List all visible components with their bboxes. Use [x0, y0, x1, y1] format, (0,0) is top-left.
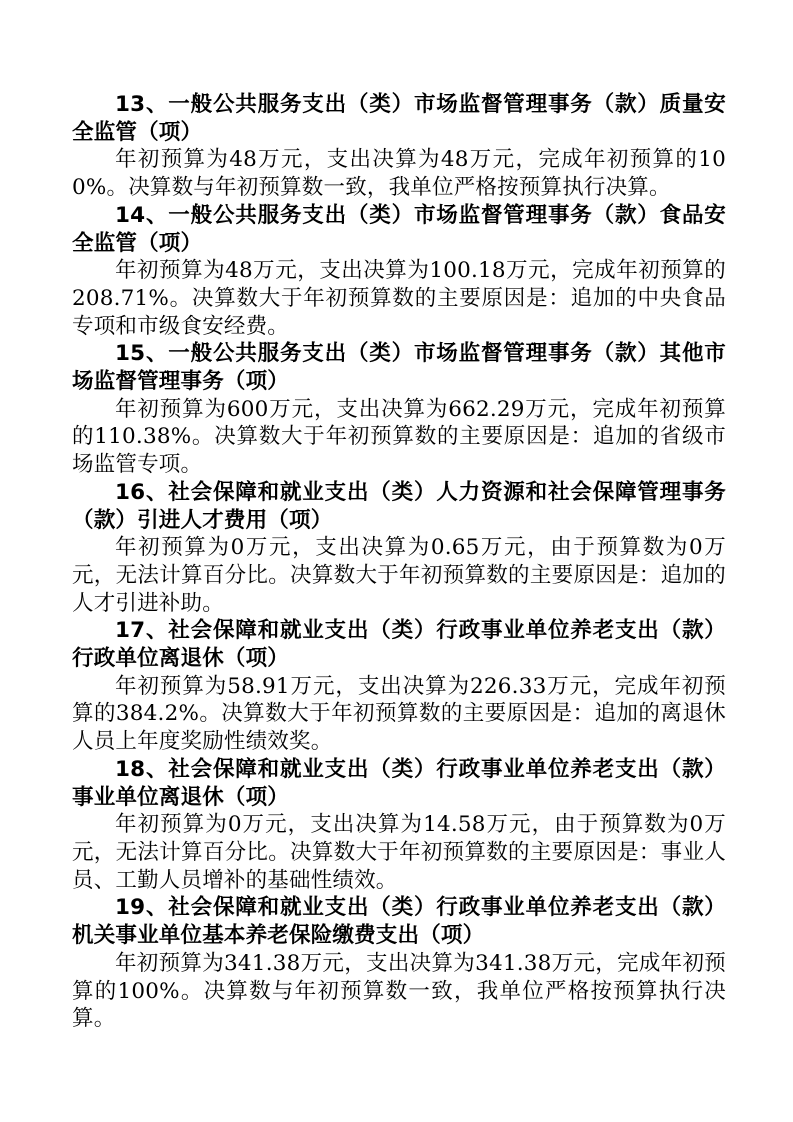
section-heading: 19、社会保障和就业支出（类）行政事业单位养老支出（款）机关事业单位基本养老保险缴费支出（项）: [72, 895, 726, 949]
section-heading: 17、社会保障和就业支出（类）行政事业单位养老支出（款）行政单位离退休（项）: [72, 618, 726, 672]
section-body: 年初预算为0万元，支出决算为0.65万元，由于预算数为0万元，无法计算百分比。决算数大于年初预算数的主要原因是：追加的人才引进补助。: [72, 535, 726, 616]
section-body: 年初预算为48万元，支出决算为100.18万元，完成年初预算的208.71%。决算数大于年初预算数的主要原因是：追加的中央食品专项和市级食安经费。: [72, 258, 726, 339]
budget-item-19: [72, 894, 726, 1033]
section-heading: 14、一般公共服务支出（类）市场监督管理事务（款）食品安全监管（项）: [72, 202, 726, 256]
section-body: 年初预算为48万元，支出决算为48万元，完成年初预算的100%。决算数与年初预算数一致，我单位严格按预算执行决算。: [72, 147, 726, 201]
section-heading: 13、一般公共服务支出（类）市场监督管理事务（款）质量安全监管（项）: [72, 92, 726, 145]
section-heading: 16、社会保障和就业支出（类）人力资源和社会保障管理事务（款）引进人才费用（项）: [72, 479, 726, 533]
budget-item-16: [72, 479, 726, 618]
budget-item-15: [72, 340, 726, 479]
budget-item-18: [72, 756, 726, 895]
section-body: 年初预算为600万元，支出决算为662.29万元，完成年初预算的110.38%。决算数大于年初预算数的主要原因是：追加的省级市场监管专项。: [72, 396, 726, 478]
section-heading: 15、一般公共服务支出（类）市场监督管理事务（款）其他市场监督管理事务（项）: [72, 341, 726, 395]
budget-item-13: [72, 91, 726, 202]
section-heading: 18、社会保障和就业支出（类）行政事业单位养老支出（款）事业单位离退休（项）: [72, 756, 726, 810]
budget-item-14: [72, 202, 726, 341]
section-body: 年初预算为58.91万元，支出决算为226.33万元，完成年初预算的384.2%。决算数大于年初预算数的主要原因是：追加的离退休人员上年度奖励性绩效奖。: [72, 673, 726, 755]
section-body: 年初预算为0万元，支出决算为14.58万元，由于预算数为0万元，无法计算百分比。决算数大于年初预算数的主要原因是：事业人员、工勤人员增补的基础性绩效。: [72, 812, 726, 893]
budget-item-17: [72, 617, 726, 756]
section-body: 年初预算为341.38万元，支出决算为341.38万元，完成年初预算的100%。决算数与年初预算数一致，我单位严格按预算执行决算。: [72, 950, 726, 1032]
